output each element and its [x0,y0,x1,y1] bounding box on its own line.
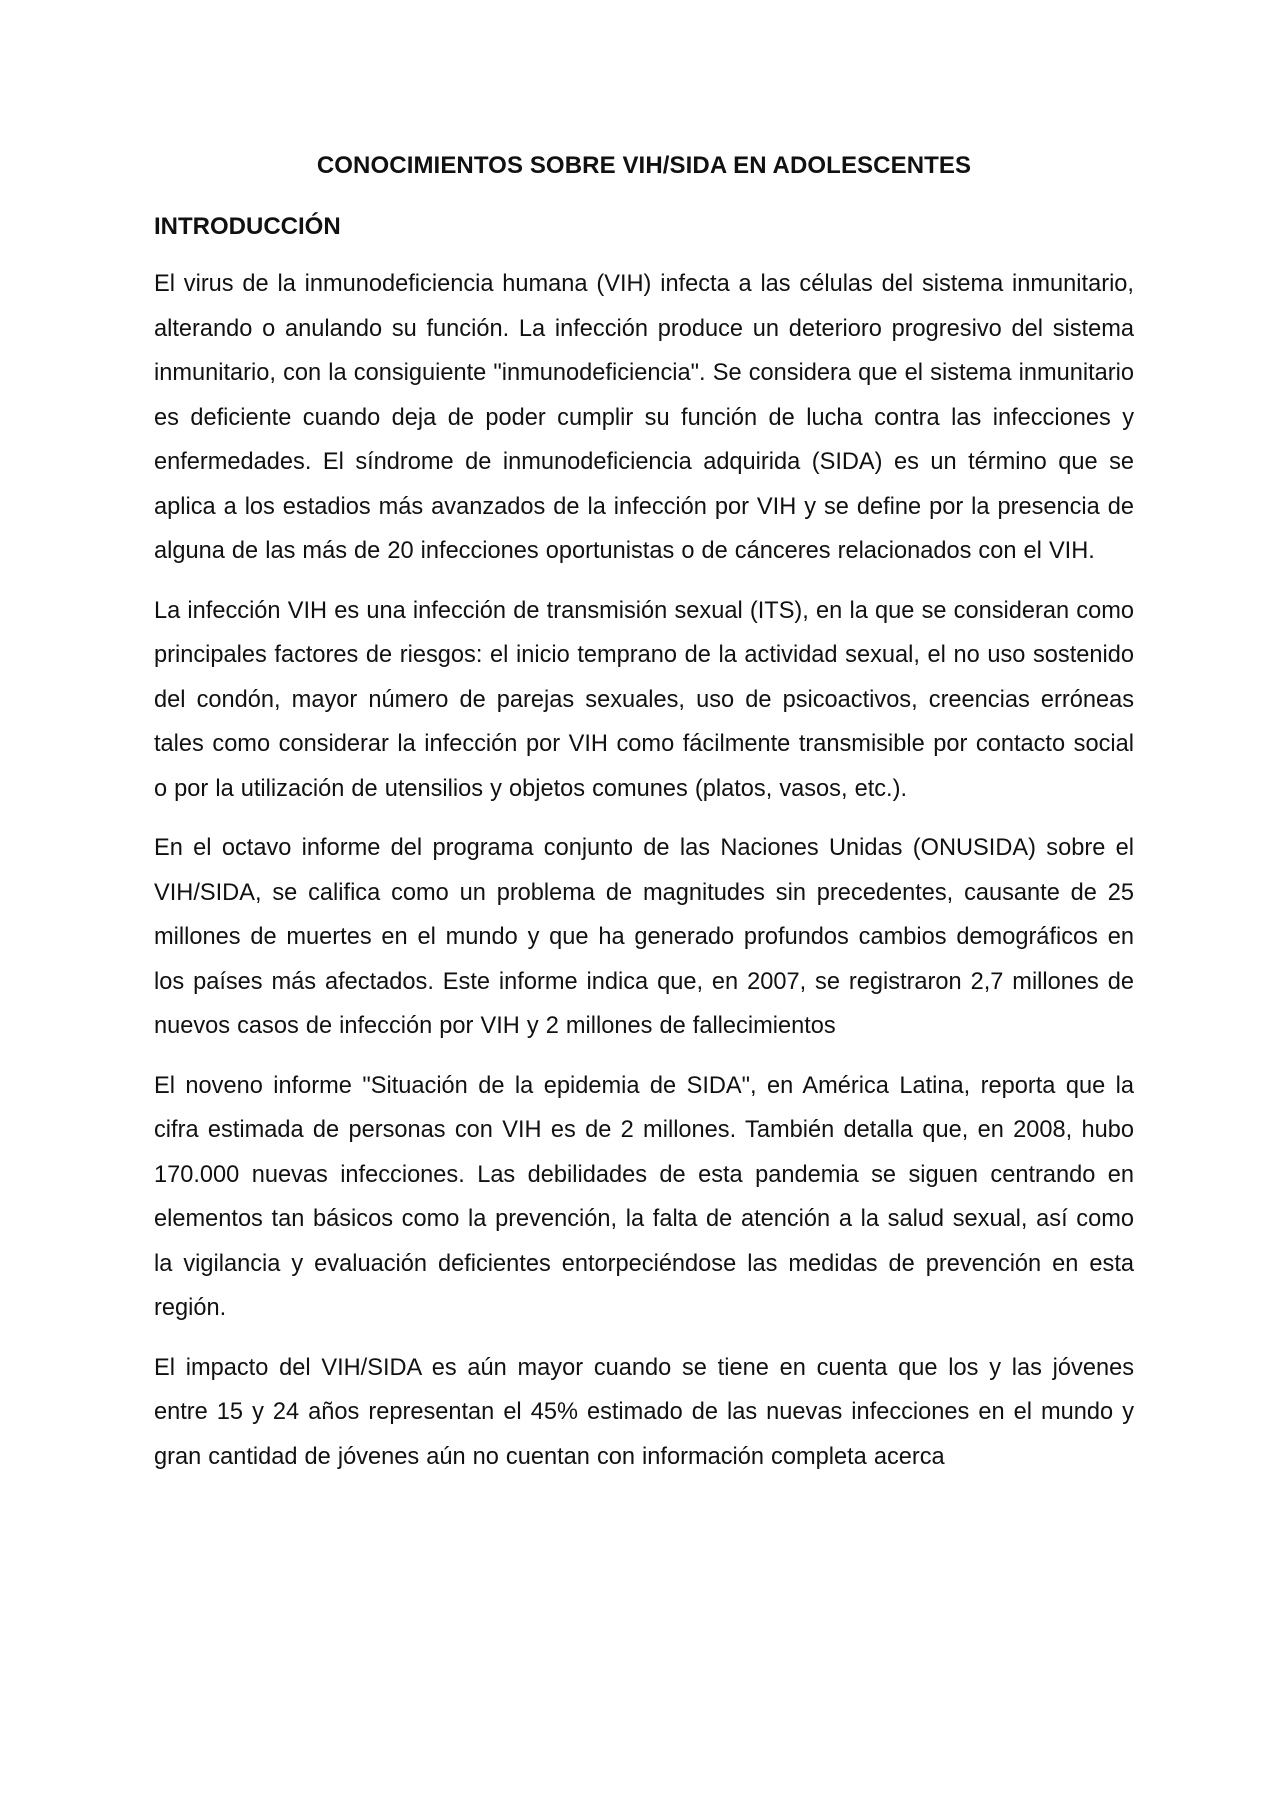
paragraph: La infección VIH es una infección de transmisión sexual (ITS), en la que se consideran como principales factores de riesgos: el inicio temprano de la actividad sexual, el no uso sostenido del condón, mayor número de parejas sexuales, uso de psicoactivos, creencias erróneas tales como considerar la infección por VIH como fácilmente transmisible por contacto social o por la utilización de utensilios y objetos comunes (platos, vasos, etc.). [154,597,1134,802]
paragraph: El noveno informe "Situación de la epidemia de SIDA", en América Latina, reporta que la cifra estimada de personas con VIH es de 2 millones. También detalla que, en 2008, hubo 170.000 nuevas infecciones. Las debilidades de esta pandemia se siguen centrando en elementos tan básicos como la prevención, la falta de atención a la salud sexual, así como la vigilancia y evaluación deficientes entorpeciéndose las medidas de prevención en esta región. [154,1072,1134,1321]
document-page [154,144,1134,1479]
section-heading-introduccion: INTRODUCCIÓN [154,213,341,240]
paragraph: El virus de la inmunodeficiencia humana (VIH) infecta a las células del sistema inmunitario, alterando o anulando su función. La infección produce un deterioro progresivo del sistema inmunitario, con la consiguiente "inmunodeficiencia". Se considera que el sistema inmunitario es deficiente cuando deja de poder cumplir su función de lucha contra las infecciones y enfermedades. El síndrome de inmunodeficiencia adquirida (SIDA) es un término que se aplica a los estadios más avanzados de la infección por VIH y se define por la presencia de alguna de las más de 20 infecciones oportunistas o de cánceres relacionados con el VIH. [154,271,1134,564]
paragraph: El impacto del VIH/SIDA es aún mayor cuando se tiene en cuenta que los y las jóvenes entre 15 y 24 años representan el 45% estimado de las nuevas infecciones en el mundo y gran cantidad de jóvenes aún no cuentan con información completa acerca [154,1354,1134,1470]
document-title: CONOCIMIENTOS SOBRE VIH/SIDA EN ADOLESCENTES [316,152,972,179]
paragraph: En el octavo informe del programa conjunto de las Naciones Unidas (ONUSIDA) sobre el VIH/SIDA, se califica como un problema de magnitudes sin precedentes, causante de 25 millones de muertes en el mundo y que ha generado profundos cambios demográficos en los países más afectados. Este informe indica que, en 2007, se registraron 2,7 millones de nuevos casos de infección por VIH y 2 millones de fallecimientos [154,835,1134,1039]
